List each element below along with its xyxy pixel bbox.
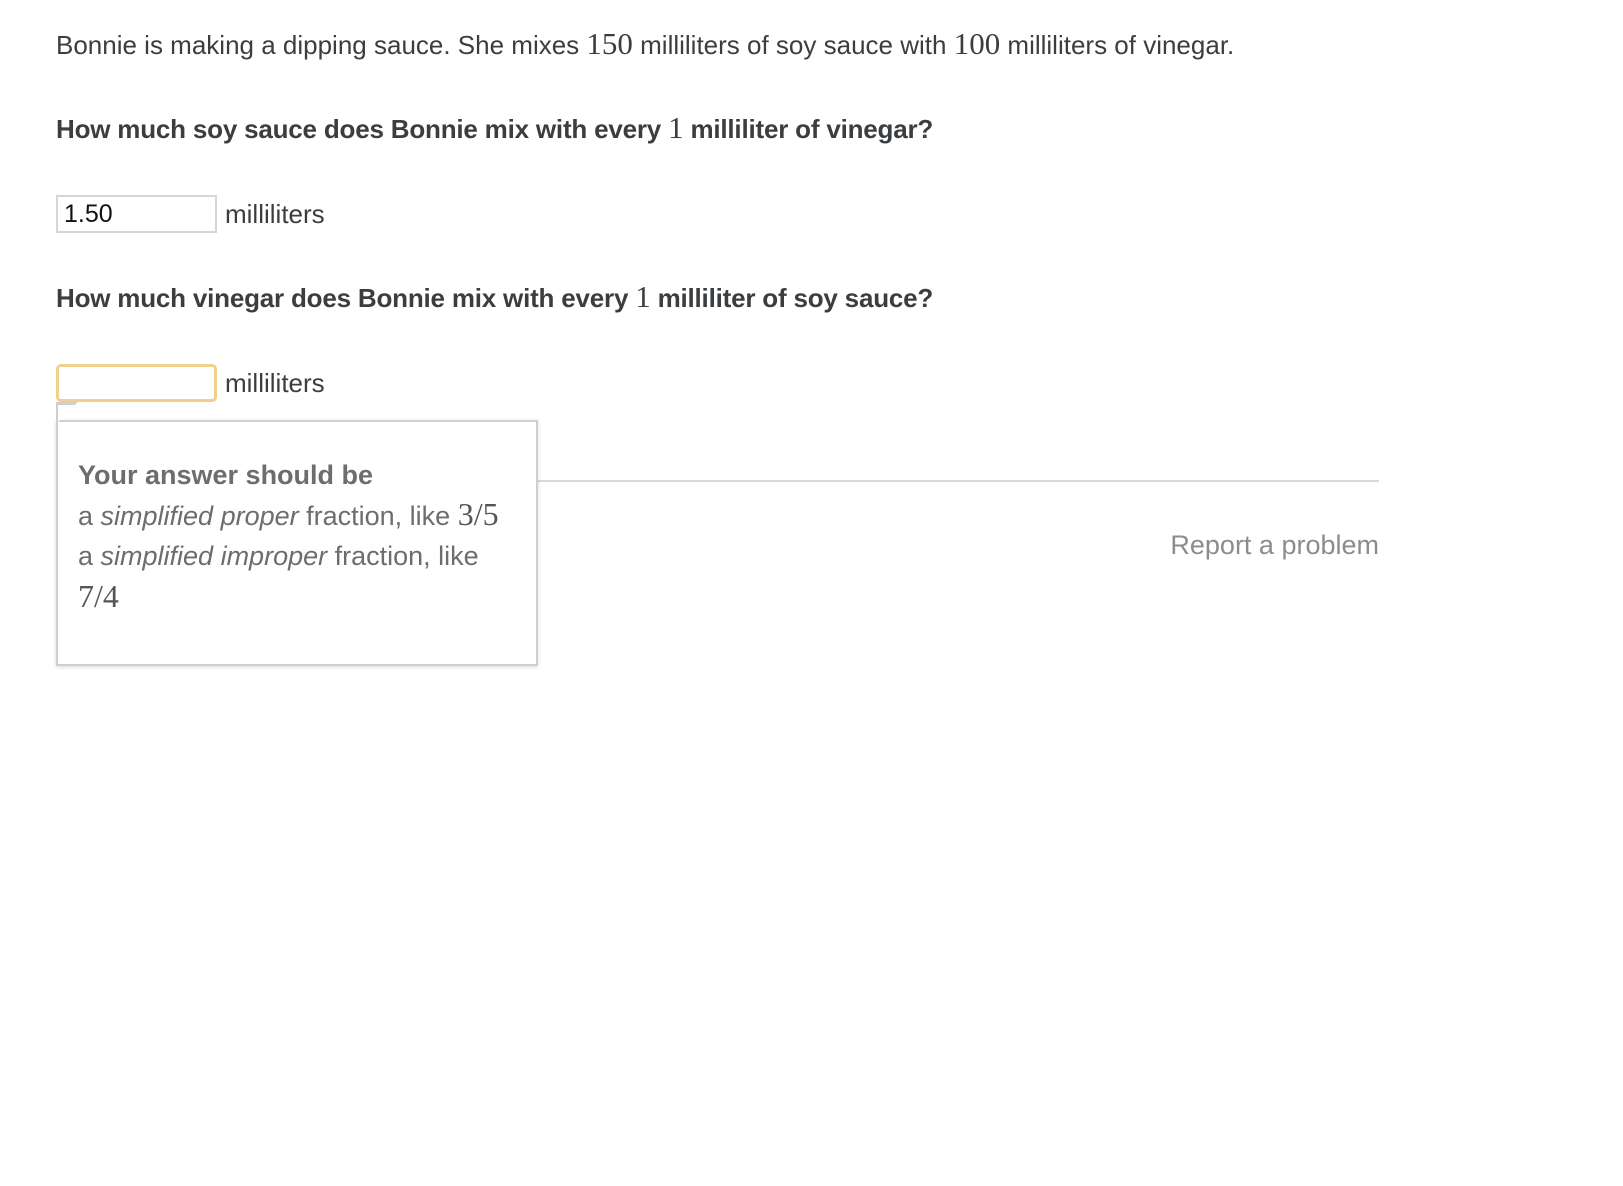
tooltip-line-2-suffix: fraction, like	[327, 541, 479, 571]
intro-text-3: milliliters of vinegar.	[1000, 30, 1235, 60]
report-problem-link[interactable]: Report a problem	[1170, 530, 1379, 560]
answer-unit-1: milliliters	[225, 198, 325, 229]
tooltip-example-improper: 7/4	[78, 578, 119, 614]
tooltip-example-proper: 3/5	[457, 496, 499, 532]
tooltip-heading: Your answer should be	[78, 460, 374, 490]
question-2	[56, 277, 933, 318]
soy-amount: 150	[586, 26, 633, 61]
question-2-number: 1	[635, 279, 651, 314]
answer-unit-2: milliliters	[225, 367, 325, 398]
problem-statement	[56, 24, 1234, 65]
question-1	[56, 108, 933, 149]
intro-text-2: milliliters of soy sauce with	[632, 30, 954, 60]
question-1-number: 1	[668, 110, 684, 145]
answer-row-1	[56, 195, 325, 233]
answer-format-tooltip	[56, 420, 538, 666]
section-divider	[538, 480, 1379, 482]
question-2-text-after: milliliter of soy sauce?	[650, 283, 934, 313]
tooltip-line-improper	[78, 536, 516, 618]
tooltip-line-1-emph: simplified proper	[100, 501, 299, 531]
answer-row-2	[56, 364, 325, 402]
vinegar-amount: 100	[953, 26, 1001, 61]
question-1-text-before: How much soy sauce does Bonnie mix with every	[56, 114, 669, 144]
question-1-text-after: milliliter of vinegar?	[683, 114, 934, 144]
tooltip-line-1-suffix: fraction, like	[298, 501, 458, 531]
answer-input-1[interactable]	[56, 195, 217, 233]
tooltip-line-2-prefix: a	[78, 541, 101, 571]
tooltip-line-proper	[78, 494, 516, 536]
tooltip-line-1-prefix: a	[78, 501, 101, 531]
question-2-text-before: How much vinegar does Bonnie mix with every	[56, 283, 636, 313]
tooltip-line-2-emph: simplified improper	[100, 541, 328, 571]
intro-text-1: Bonnie is making a dipping sauce. She mixes	[56, 30, 587, 60]
answer-input-2[interactable]	[56, 364, 217, 402]
